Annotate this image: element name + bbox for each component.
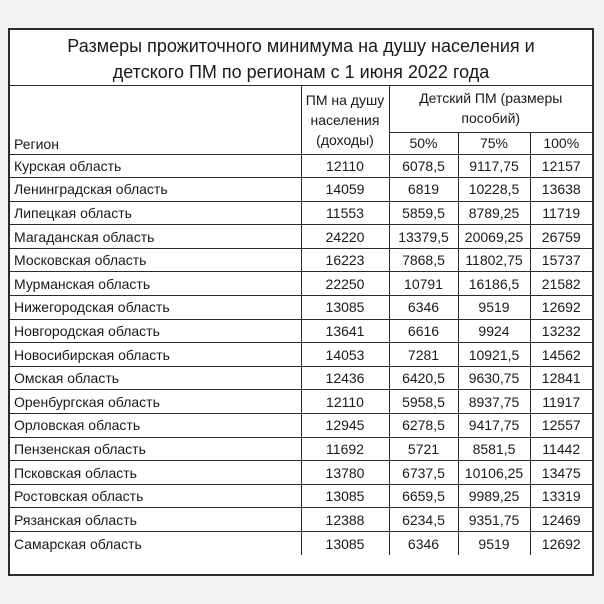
child-75-cell: 9519 — [458, 532, 530, 556]
child-50-cell: 6346 — [389, 532, 458, 556]
pm-cell: 13085 — [301, 296, 389, 320]
table-row — [10, 532, 592, 556]
child-100-cell: 13475 — [530, 461, 592, 485]
page-title — [10, 30, 592, 86]
region-cell: Курская область — [10, 154, 301, 178]
column-header-pm-line-1: ПМ на душу — [305, 91, 385, 108]
child-100-cell: 13232 — [530, 319, 592, 343]
table-row — [10, 201, 592, 225]
region-cell: Рязанская область — [10, 508, 301, 532]
pm-cell: 22250 — [301, 272, 389, 296]
child-100-cell: 12841 — [530, 366, 592, 390]
region-cell: Оренбургская область — [10, 390, 301, 414]
table-row — [10, 178, 592, 202]
child-75-cell: 8937,75 — [458, 390, 530, 414]
child-50-cell: 6420,5 — [389, 366, 458, 390]
child-75-cell: 9989,25 — [458, 484, 530, 508]
pm-cell: 13085 — [301, 484, 389, 508]
child-100-cell: 13638 — [530, 178, 592, 202]
table-row — [10, 390, 592, 414]
table-row — [10, 296, 592, 320]
pm-cell: 24220 — [301, 225, 389, 249]
table-row — [10, 414, 592, 438]
child-75-cell: 9630,75 — [458, 366, 530, 390]
column-header-pm — [301, 86, 389, 154]
child-100-cell: 11442 — [530, 437, 592, 461]
region-cell: Московская область — [10, 248, 301, 272]
pm-cell: 13085 — [301, 532, 389, 556]
region-cell: Новосибирская область — [10, 343, 301, 367]
child-50-cell: 10791 — [389, 272, 458, 296]
child-75-cell: 9924 — [458, 319, 530, 343]
region-cell: Мурманская область — [10, 272, 301, 296]
child-75-cell: 10228,5 — [458, 178, 530, 202]
pm-cell: 12945 — [301, 414, 389, 438]
column-header-pm-line-3: (доходы) — [316, 131, 374, 148]
pm-cell: 12388 — [301, 508, 389, 532]
region-cell: Омская область — [10, 366, 301, 390]
region-cell: Ростовская область — [10, 484, 301, 508]
child-50-cell: 13379,5 — [389, 225, 458, 249]
living-wage-table — [10, 86, 592, 555]
child-75-cell: 9519 — [458, 296, 530, 320]
child-50-cell: 7868,5 — [389, 248, 458, 272]
table-row — [10, 225, 592, 249]
child-100-cell: 12469 — [530, 508, 592, 532]
child-75-cell: 8789,25 — [458, 201, 530, 225]
child-50-cell: 6659,5 — [389, 484, 458, 508]
region-cell: Псковская область — [10, 461, 301, 485]
table-row — [10, 508, 592, 532]
pm-cell: 13641 — [301, 319, 389, 343]
column-header-75: 75% — [458, 132, 530, 154]
column-header-child-line-2: пособий) — [461, 110, 521, 126]
region-cell: Нижегородская область — [10, 296, 301, 320]
child-50-cell: 5958,5 — [389, 390, 458, 414]
table-row — [10, 248, 592, 272]
child-100-cell: 12692 — [530, 532, 592, 556]
region-cell: Новгородская область — [10, 319, 301, 343]
child-75-cell: 9117,75 — [458, 154, 530, 178]
column-header-100: 100% — [530, 132, 592, 154]
table-row — [10, 319, 592, 343]
child-100-cell: 26759 — [530, 225, 592, 249]
region-cell: Ленинградская область — [10, 178, 301, 202]
child-100-cell: 11719 — [530, 201, 592, 225]
column-header-pm-line-2: населения — [310, 111, 380, 128]
child-50-cell: 6234,5 — [389, 508, 458, 532]
region-cell: Магаданская область — [10, 225, 301, 249]
column-header-region: Регион — [10, 86, 301, 154]
child-100-cell: 21582 — [530, 272, 592, 296]
child-100-cell: 12557 — [530, 414, 592, 438]
pm-cell: 14053 — [301, 343, 389, 367]
child-50-cell: 7281 — [389, 343, 458, 367]
child-75-cell: 20069,25 — [458, 225, 530, 249]
title-line-2: детского ПМ по регионам с 1 июня 2022 года — [112, 62, 490, 82]
pm-cell: 14059 — [301, 178, 389, 202]
table-row — [10, 484, 592, 508]
pm-cell: 12436 — [301, 366, 389, 390]
child-50-cell: 6616 — [389, 319, 458, 343]
child-100-cell: 12692 — [530, 296, 592, 320]
table-row — [10, 272, 592, 296]
table-row — [10, 461, 592, 485]
child-75-cell: 11802,75 — [458, 248, 530, 272]
table-row — [10, 154, 592, 178]
child-75-cell: 8581,5 — [458, 437, 530, 461]
child-50-cell: 6278,5 — [389, 414, 458, 438]
pm-cell: 12110 — [301, 154, 389, 178]
child-100-cell: 12157 — [530, 154, 592, 178]
child-50-cell: 5721 — [389, 437, 458, 461]
child-75-cell: 9417,75 — [458, 414, 530, 438]
child-75-cell: 9351,75 — [458, 508, 530, 532]
table-row — [10, 437, 592, 461]
table-row — [10, 366, 592, 390]
child-75-cell: 10106,25 — [458, 461, 530, 485]
child-75-cell: 16186,5 — [458, 272, 530, 296]
child-50-cell: 5859,5 — [389, 201, 458, 225]
region-cell: Пензенская область — [10, 437, 301, 461]
table-body — [10, 154, 592, 555]
column-header-child-pm — [389, 86, 592, 132]
child-75-cell: 10921,5 — [458, 343, 530, 367]
header-row-top — [10, 86, 592, 132]
child-100-cell: 13319 — [530, 484, 592, 508]
pm-cell: 13780 — [301, 461, 389, 485]
child-100-cell: 14562 — [530, 343, 592, 367]
pm-cell: 11692 — [301, 437, 389, 461]
column-header-50: 50% — [389, 132, 458, 154]
document-sheet — [8, 28, 594, 576]
child-50-cell: 6737,5 — [389, 461, 458, 485]
pm-cell: 11553 — [301, 201, 389, 225]
region-cell: Орловская область — [10, 414, 301, 438]
pm-cell: 12110 — [301, 390, 389, 414]
column-header-child-line-1: Детский ПМ (размеры — [419, 90, 563, 106]
child-100-cell: 15737 — [530, 248, 592, 272]
child-100-cell: 11917 — [530, 390, 592, 414]
pm-cell: 16223 — [301, 248, 389, 272]
region-cell: Липецкая область — [10, 201, 301, 225]
child-50-cell: 6078,5 — [389, 154, 458, 178]
region-cell: Самарская область — [10, 532, 301, 556]
title-line-1: Размеры прожиточного минимума на душу населения и — [67, 36, 535, 56]
child-50-cell: 6346 — [389, 296, 458, 320]
child-50-cell: 6819 — [389, 178, 458, 202]
table-row — [10, 343, 592, 367]
